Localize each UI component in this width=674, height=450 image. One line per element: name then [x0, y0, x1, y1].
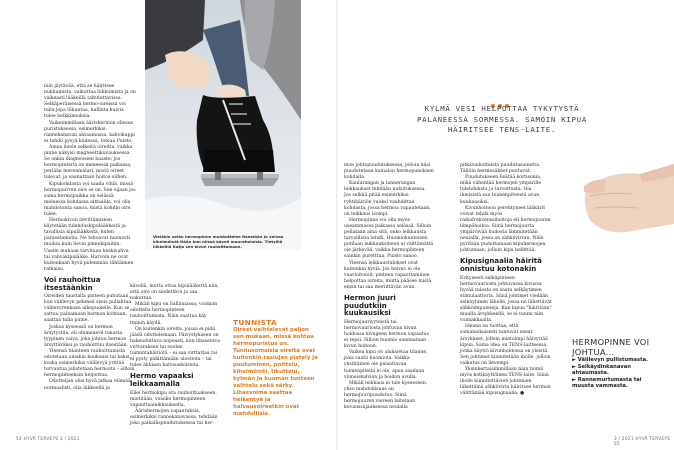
- paragraph: kävellä, mutta ottaa kipulääkettä niin, että oire on siedettävä ja saa nukuttua.: [130, 284, 219, 302]
- paragraph: Yleensä tilanteen rauhoittumista odotetaan ainakin kuukausi tai kaksi, koska esimerkiksi välilevyä yrittää turvautua julistetaan hermoita – silloin hermopinteeksin helpottua.: [44, 348, 135, 379]
- left-folio: 54 HYVÄ TERVEYS 3 / 2021: [16, 436, 80, 441]
- subheading: Kipusignaalia häiritä onnistuu kotonakin: [460, 257, 542, 273]
- paragraph: pitkävaikutteista puudutusainetta. Tällöin hermosäkeet puutuvat.: [460, 163, 541, 175]
- left-column-1: [44, 84, 136, 392]
- paragraph: niin jäytävää, että se häiritsee nukkumista, vaikuttaa liikkumista ja on vaikeasti lääkeillä taltutettavissa. Selkäperäisessä hermo-oireissa voi tulla jopa liikuntaa, hallinta kuivia tulee helkkineuksia.: [44, 84, 136, 120]
- paragraph: Odotteljan olisi hyvä jatkaa elämää normaalisti, olla liikkeellä ja: [44, 379, 131, 391]
- page-spine: [336, 0, 338, 450]
- sidebar-box: [572, 337, 662, 390]
- pull-quote: KYLMÄ VESI HELPOTTAA TYKYTYSTÄ PALANEESSA SORMESSA. SAMOIN KIPUA HÄIRITSEE TENS-LAITE.: [417, 104, 587, 134]
- subheading: Hermon juuri puudutkiin kuukausiksi: [344, 293, 396, 318]
- tunnista-heading: TUNNISTA: [233, 318, 278, 327]
- sidebar-item: ► Selkäydinkanavan ahtaumasta.: [572, 363, 631, 377]
- photo-caption: Vieläkin selän hermopinne muistuttelee itsestään ja vaivaa kihelmöivät itään kun niissä käveli muuraholaisia. Tietyillä liikkeillä Katja sen kivun rauhoittamaan.: [153, 234, 284, 249]
- hand-illustration: [580, 128, 674, 338]
- paragraph: Joskus kyseessä on hermon ärsytystila, eli ohimenevä tukasta tyypinen vaiva, joka johtuu hermon ärsyttäväksi ja rauhoittuu itsestään.: [44, 324, 128, 348]
- paragraph: Ideana on tuottaa, että samanaikaisesti tuntuvat useat ärsykkeet, jolloin mietoimpi häivyttää kipua. Sama idea on TENS-laitteessa, jonka käyttö kivunhoidossa on yleistä. Sen johtimet kiinnitetään iholle, jolloin vaikutus on lievempi.: [460, 324, 551, 366]
- paragraph: mon johtopuudutuksessa, jolloin käsi puudutetaan kainalon hermopunoksen kohdalla.: [344, 163, 434, 181]
- paragraph: Ellei hermokipu ota rauhoittuakseen, mietitään, voisiko hermopinteen vapauttaaleikkauksella.: [130, 390, 217, 408]
- sidebar-item: ► Rannemurtumasta tai muusta vammasta.: [572, 376, 642, 390]
- right-folio: 3 / 2021 HYVÄ TERVEYS 55: [614, 436, 671, 446]
- paragraph: On kuitenkin oireita, joissa ei pidä jäädä odottelemaan. Päivystykseen on hakeuduttava nopeasti, kun lihasentva virttaraksen tai suolen toimintahäiriötä – ei saa virttattaa tai ei pysty pidättämään ulosteita – tai tulee äkkisen halvauskoireita.: [130, 326, 221, 369]
- paragraph: Ainoa itsele selkeitä oireitta, vaikka pinne näkyisi magneettikuvauksessa. Se onkin diagnoosien haaste: jos hermopinteitä on meneessä paikassa, periään merenmalari, mistä oireet tulevat, ja saunattaan hoitoa siihen.: [44, 144, 133, 181]
- paragraph: Kipukohdasta voi saada vihiä, missä hermopuirren oire se on. Sen sijaan jos sama hermopuikka on selässä meinessa kohdassa alttaaiila, voi olla mahdotonta sanoa, mistä kohdin oire tulee.: [44, 181, 136, 217]
- paragraph: Kaularangan ja lannerangan leikkaukset tehdään nukutuksessa. Jos selkää pitää esimerkiksi ryhtihäiriön vuoksi vauhdittaa kohdasta, jossa hermoa vapautetaan, on leikkaus isompi.: [344, 181, 431, 217]
- subheading: Voi rauhoittua itsestäänkin: [44, 275, 101, 292]
- subheading: Hermo vapaaksi leikkaamalla: [130, 372, 194, 388]
- tunnista-box: [233, 318, 319, 418]
- sidebar-heading: HERMOPINNE VOI JOHTUA...: [572, 337, 650, 357]
- left-column-2: [130, 284, 220, 427]
- paragraph: Erityisesti selkäpinteen hermovauriosta johtuvassa kivussa hyvää tulosta on saatu selkäytimen stimulaattoria. Siinä johtimet viedään selkäytimen lähelle, jossa ne lähettävät sähköimpulsseja. Kun kipua "häiritään" muulla ärsykkeellä, se ei tunnu niin voimakkaalta.: [460, 275, 552, 324]
- paragraph: Äärishermojen vapautuksia, esimerkiksi rannekanavassa, tehdään joko paikallispuudutuksessa tai her-: [130, 408, 218, 426]
- paragraph: Vaikea kipu on aluksietaa tilanne, joka vaatii huomiota. Vaikka yksittäinen ole paisattavaa toimenpiteitä ei ole, apua saadaan viimeiskalvion ja hoidon avulla.: [344, 350, 428, 380]
- skate-photo: [145, 0, 301, 250]
- paragraph: Oireiden taustalla pinteen puhutaan, kun välilevyn pehmeä sisus pullahtaa välilevyrenkaan ulkopuolelle. Kun se sattuu painamaan hermon kohtaan, saattaa tulla pinne.: [44, 294, 131, 324]
- skate-illustration: [145, 0, 301, 250]
- paragraph: Hermopinne voi olla myös useammassa paikassa selässä. Silloin pellataan aina sitä, onko leikkausta tarvaillista tehdä. Huomiokuntoisen potilaan leikkauksineen ei välttämättä ole järkevää, vaikka hermopinteen sainkin puretttua, Puisto sanoo.: [344, 217, 434, 260]
- paragraph: Hermokivun lievittämiseen käytetään tulehduskipulääkkeitä ja tavallisia kipulääkkeitä, kuten parasetamolia. Ne tehoavat huonosti muihin kuin lievin pinnekipuihin. Useim mukaan tarvitaan keskivahva tai vahvakipulääke. Harvoin ne ovat kuitenkaan hyvä pidemmän tähtäimen ratkaisu.: [44, 218, 134, 272]
- paragraph: Yleensä leikkaustulokset ovat kuitenkin hyviä. Jos hermo ei ole vaurioitunut, pinteen vapauttaminen helpottaa oireita, mutta pääsee mistä ensin tai saa meriittävän avun.: [344, 260, 432, 290]
- right-column-2: [460, 163, 552, 397]
- right-column-1: [344, 163, 434, 411]
- hand-photo: [580, 128, 674, 338]
- tunnista-text: Oireet vaihtelevat paljon sen mukaan, missä kohtaa hermopuristus on. Tunnusomaisia oireita ovat kuitenkin rasiujen pistely ja puutuminen, polttelu, kihelmöinti, tikuttelu, kylmän ja kuuman tunteen vaihtelu sekä särky. Lihasvoima saattaa heikentyä ja halvausoireetkin ovat mahdollisia.: [233, 327, 318, 417]
- paragraph: Vaikeimmillaan äärishermon ollessa puristuksessa, esimerkiksi rannekanavan ahtaumassa, kahvikuppi ei tahdo pysyä kädessä, toteaa Puisto.: [44, 120, 135, 144]
- sidebar-item: ► Välilevyn pullistumasta.: [572, 357, 649, 363]
- paragraph: Hermojuuriyyteistä tai hermovauriosta johtuvan kivun hoidossa kivugeen hermon vapautus ei tepsi. Silloin huomio suunnataan kivun hoitoon.: [344, 319, 429, 350]
- paragraph: Kivunhoitoon perehtyneet lääkärit voivat tehdä myös radiofrekvenssihoitoja eli hermojuuren lämpöhoitoa. Siinä hermojuurta ympäröivää kudosta lämmitetään neulalla, jossa on sähkövirran. Näin pyritään pudottamaan kipuhermojen johtumaan, jolloin kipu hellittää.: [460, 205, 551, 254]
- paragraph: Puudutukseen lisätää kortisonia, mikä vähentää hermojen ympärille tulehduksta ja turvottusta. Oia ihmisistä saa toimenpiteestä avun kuukausiksi.: [460, 175, 542, 205]
- paragraph: Mikäli leikkaus ei tule kyseeseen, ykso mahdollisuus on hermojuuripuudutus. Siinä hermojuuren viereen laitetaan kuvaussäjaaksessa neulalla: [344, 380, 428, 411]
- paragraph: Yksinkertaisimmillaan näin toimii myös kotikäyttöinen TENS-laite. Siinä iholle kiinnitettävien johtimien lähettämä sähkövirta häiritsee hermon välittämää kipusignaalia. ●: [460, 367, 551, 397]
- paragraph: Mikäli kipu on hallinnassa, voidaan odottella hermopinteen rauhoittumista. Näin saattaa käy tminin käydä.: [130, 302, 218, 326]
